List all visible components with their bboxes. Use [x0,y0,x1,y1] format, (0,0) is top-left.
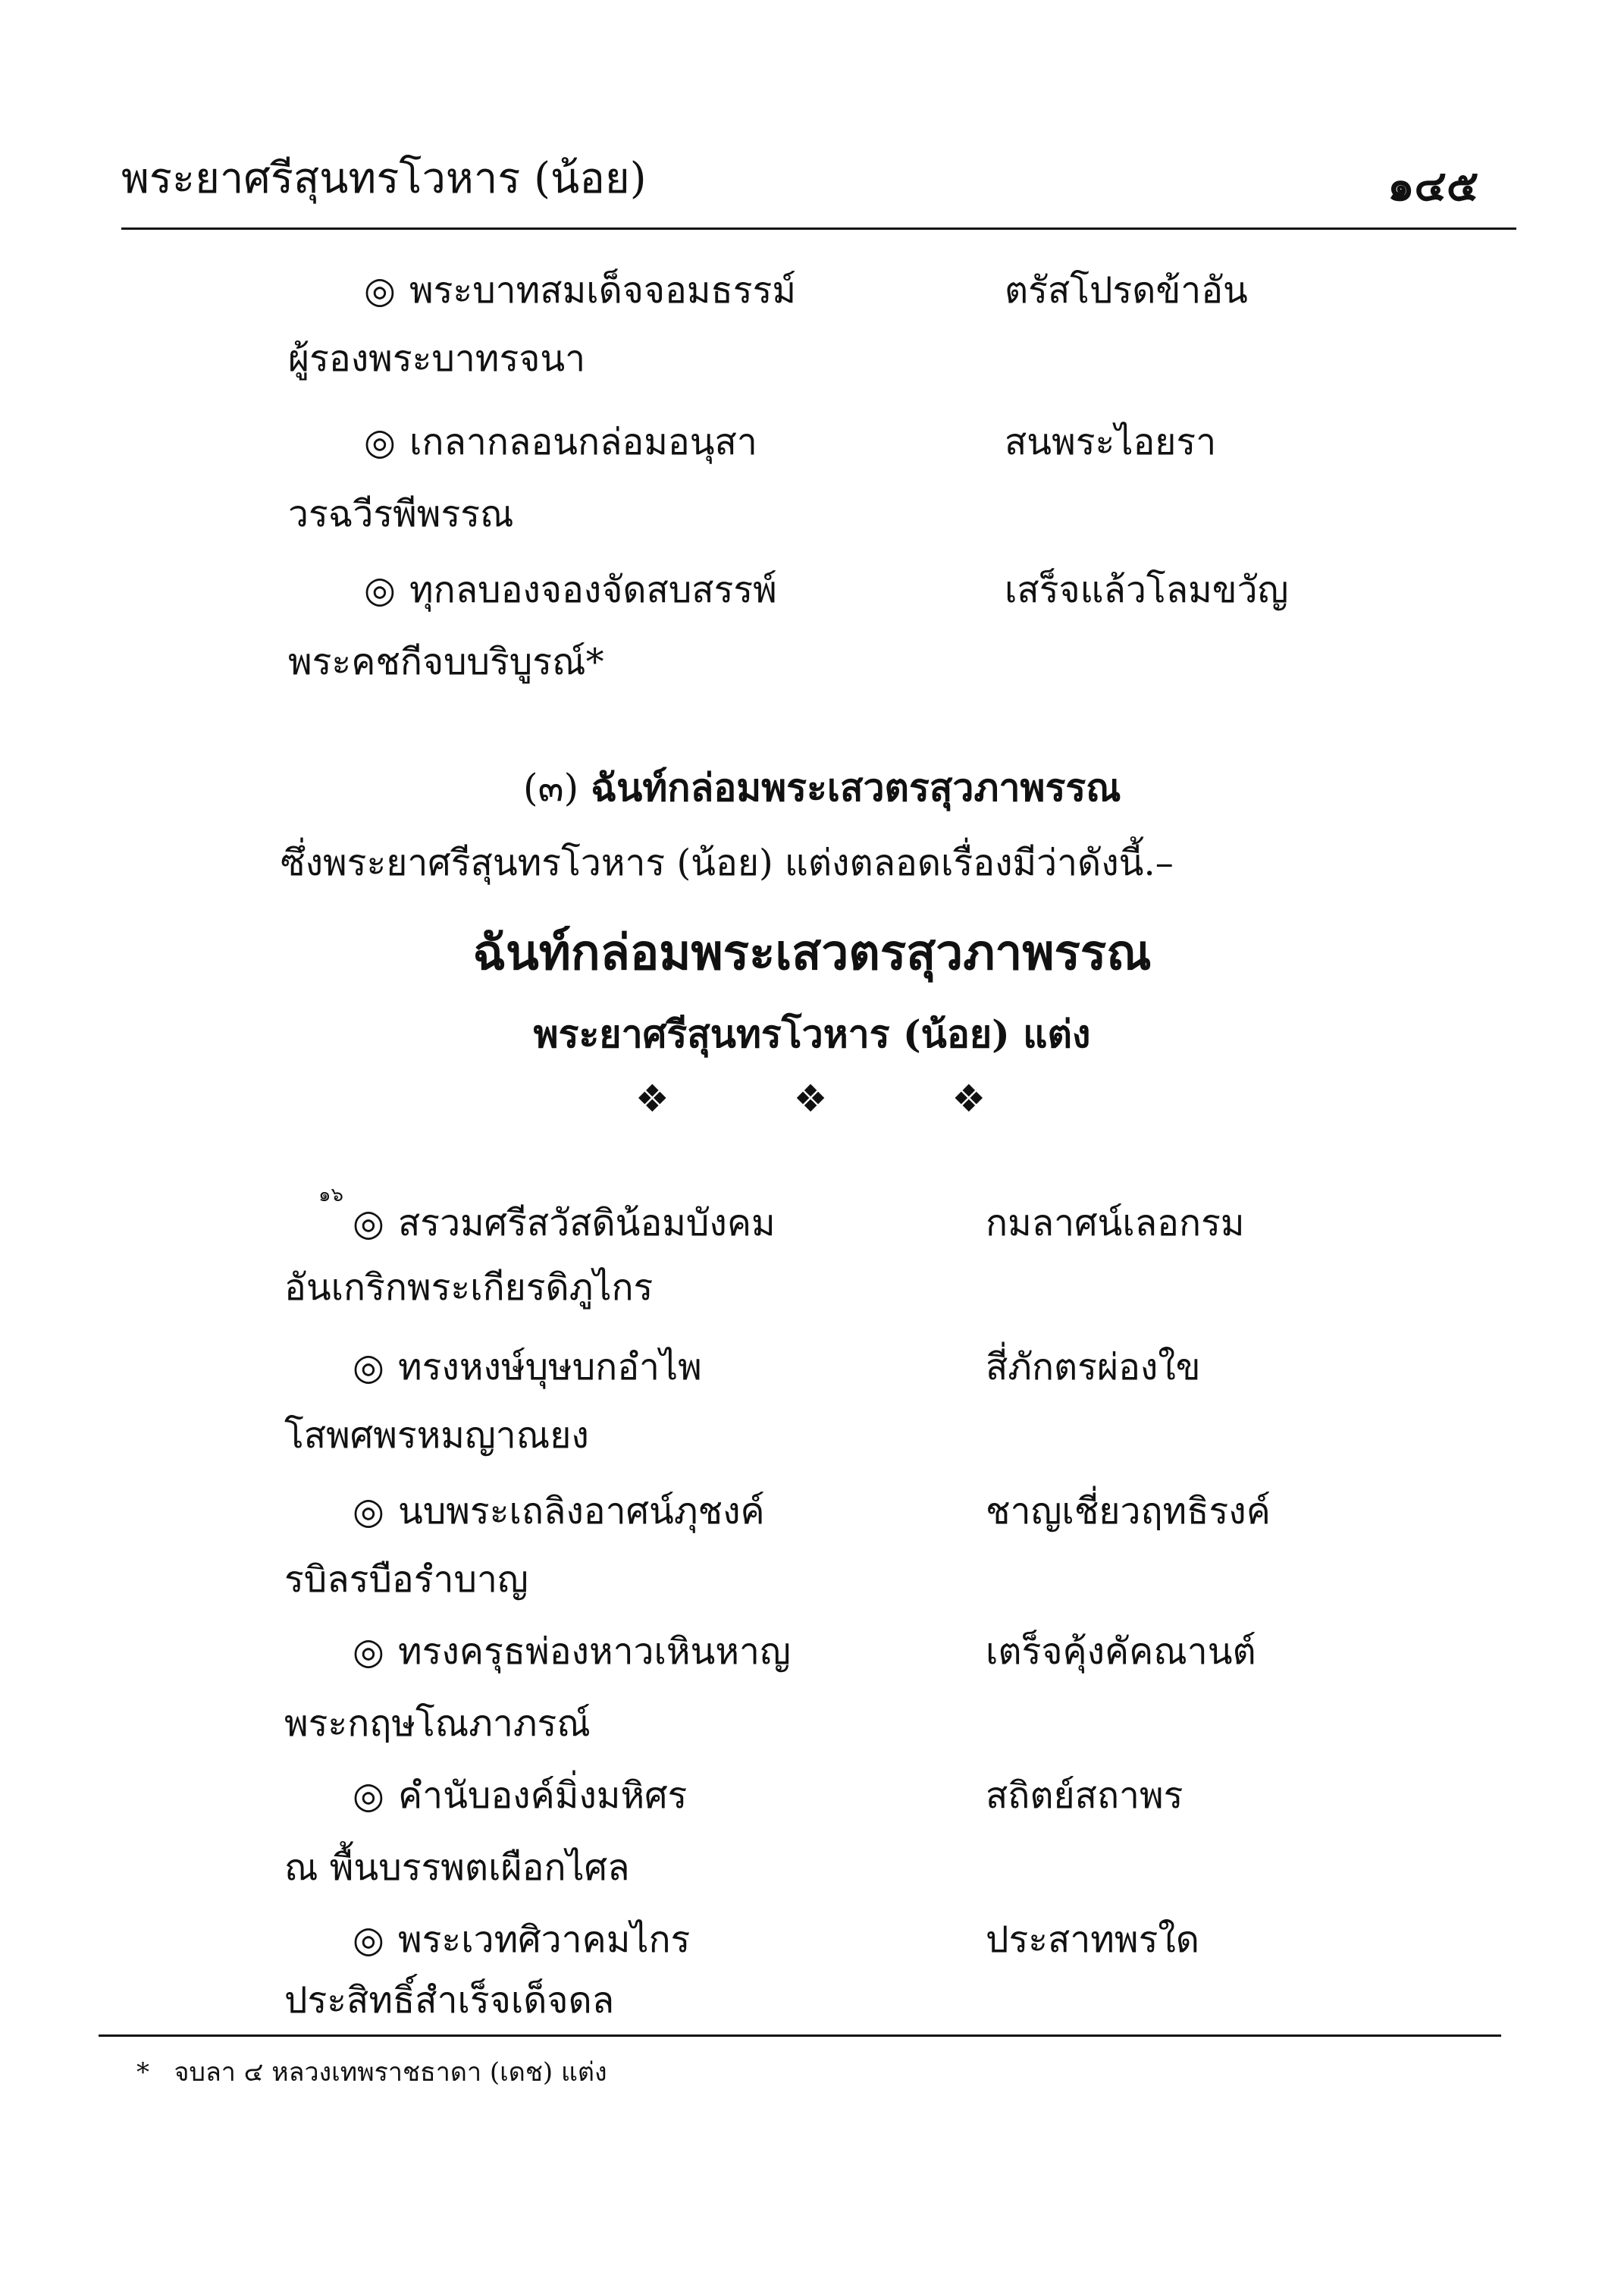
section-intro: ซึ่งพระยาศรีสุนทรโวหาร (น้อย) แต่งตลอดเรื่องมีว่าดังนี้.– [281,842,1174,884]
header-title: พระยาศรีสุนทรโวหาร (น้อย) [121,154,647,203]
header-rule [121,227,1516,230]
footnote-mark: * [136,2057,149,2088]
poem-title: ฉันท์กล่อมพระเสวตรสุวภาพรรณ [472,924,1152,981]
verse-right: ชาญเชี่ยวฤทธิรงค์ [986,1490,1271,1533]
bullet-icon: ◎ [353,1918,384,1961]
verse-right: กมลาศน์เลอกรม [986,1202,1245,1244]
verse-line [353,1911,690,1969]
verse-line [353,1194,776,1252]
verse-left: ทุกลบองจองจัดสบสรรพ์ [409,569,777,611]
bullet-icon: ◎ [353,1346,384,1388]
verse-line [364,561,777,619]
verse-right: ตรัสโปรดข้าอัน [1005,269,1248,312]
verse-left: ทรงหงษ์บุษบกอำไพ [398,1346,702,1388]
footnote [136,2051,607,2092]
footnote-text: จบลา ๔ หลวงเทพราชธาดา (เดช) แต่ง [174,2057,607,2088]
bullet-icon: ◎ [353,1630,384,1673]
verse-right: ประสาทพรใด [986,1918,1199,1961]
verse-right: สี่ภักตรผ่องใข [986,1346,1201,1388]
verse-continuation: ผู้รองพระบาทรจนา [288,337,586,380]
verse-continuation: โสพศพรหมญาณยง [284,1414,589,1457]
verse-continuation: วรฉวีรพีพรรณ [288,493,514,535]
bullet-icon: ◎ [364,569,396,611]
verse-right: สนพระไอยรา [1005,421,1217,463]
verse-continuation: รบิลรบือรำบาญ [284,1558,528,1601]
page-number: ๑๔๕ [1387,161,1479,211]
bullet-icon: ◎ [364,269,396,312]
verse-left: คำนับองค์มิ่งมหิศร [398,1774,688,1817]
bullet-icon: ◎ [353,1202,384,1244]
section-number: (๓) [523,766,579,810]
bullet-icon: ◎ [364,421,396,463]
ornament-icon: ❖ [635,1077,672,1121]
verse-continuation: พระคชกีจบบริบูรณ์* [288,641,604,683]
verse-right: สถิตย์สถาพร [986,1774,1184,1817]
ornament-icon: ❖ [952,1077,989,1121]
verse-line [353,1482,765,1540]
verse-left: พระบาทสมเด็จจอมธรรม์ [409,269,796,312]
verse-continuation: พระกฤษโณภาภรณ์ [284,1702,591,1745]
verse-left: ทรงครุธพ่องหาวเหินหาญ [398,1630,791,1673]
verse-number: ๑๖ [318,1184,344,1206]
poem-author: พระยาศรีสุนทรโวหาร (น้อย) แต่ง [533,1012,1091,1056]
section-heading [523,758,1121,818]
verse-line [353,1767,687,1824]
verse-continuation: ประสิทธิ์สำเร็จเด็จดล [284,1979,615,2022]
verse-right: เสร็จแล้วโลมขวัญ [1005,569,1289,611]
ornament-icon: ❖ [793,1077,831,1121]
verse-right: เตร็จคุ้งคัคณานต์ [986,1630,1256,1673]
verse-line [353,1623,791,1680]
bullet-icon: ◎ [353,1774,384,1817]
footnote-rule [99,2034,1501,2037]
verse-line [353,1338,702,1396]
ornament-row [0,1077,1624,1121]
verse-line [364,413,757,471]
section-heading-text: ฉันท์กล่อมพระเสวตรสุวภาพรรณ [591,765,1121,810]
verse-continuation: ณ พื้นบรรพตเผือกไศล [284,1846,630,1889]
verse-left: สรวมศรีสวัสดิน้อมบังคม [398,1202,776,1244]
verse-left: พระเวทศิวาคมไกร [398,1918,691,1961]
verse-left: นบพระเถลิงอาศน์ภุชงค์ [398,1490,765,1533]
bullet-icon: ◎ [353,1490,384,1533]
verse-left: เกลากลอนกล่อมอนุสา [409,421,757,463]
verse-continuation: อันเกริกพระเกียรดิภูไกร [284,1266,654,1309]
verse-line [364,262,796,319]
